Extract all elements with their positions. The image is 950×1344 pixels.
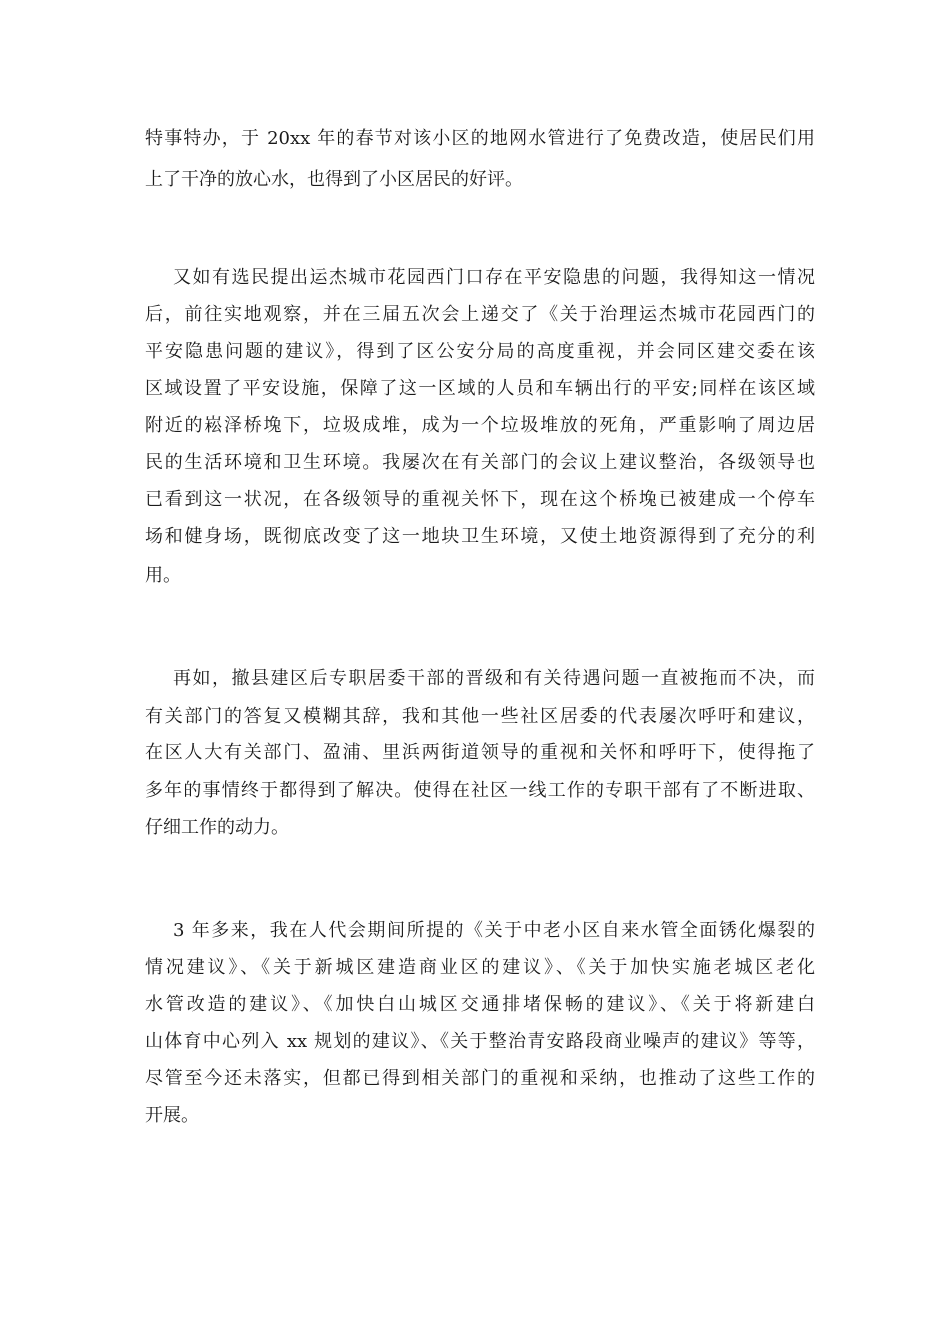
- text-line: 特事特办，于 20xx 年的春节对该小区的地网水管进行了免费改造，使居民们用: [145, 128, 815, 149]
- text-line: 多年的事情终于都得到了解决。使得在社区一线工作的专职干部有了不断进取、: [145, 780, 815, 801]
- text-line: 仔细工作的动力。: [145, 817, 289, 838]
- text-line: 开展。: [145, 1105, 199, 1126]
- text-line: 山体育中心列入 xx 规划的建议》、《关于整治青安路段商业噪声的建议》等等，: [145, 1031, 815, 1052]
- text-line: 用。: [145, 565, 181, 586]
- text-line: 区域设置了平安设施，保障了这一区域的人员和车辆出行的平安;同样在该区域: [145, 378, 815, 399]
- text-line: 有关部门的答复又模糊其辞，我和其他一些社区居委的代表屡次呼吁和建议，: [145, 706, 815, 727]
- text-line: 又如有选民提出运杰城市花园西门口存在平安隐患的问题，我得知这一情况: [173, 267, 815, 288]
- text-line: 情况建议》、《关于新城区建造商业区的建议》、《关于加快实施老城区老化: [145, 957, 815, 978]
- text-line: 民的生活环境和卫生环境。我屡次在有关部门的会议上建议整治，各级领导也: [145, 452, 815, 473]
- text-line: 3 年多来，我在人代会期间所提的《关于中老小区自来水管全面锈化爆裂的: [173, 920, 815, 941]
- text-line: 在区人大有关部门、盈浦、里浜两街道领导的重视和关怀和呼吁下，使得拖了: [145, 742, 815, 763]
- text-line: 附近的崧泽桥堍下，垃圾成堆，成为一个垃圾堆放的死角，严重影响了周边居: [145, 415, 815, 436]
- text-line: 场和健身场，既彻底改变了这一地块卫生环境，又使土地资源得到了充分的利: [145, 526, 815, 547]
- text-line: 尽管至今还未落实，但都已得到相关部门的重视和采纳，也推动了这些工作的: [145, 1068, 815, 1089]
- text-line: 再如，撤县建区后专职居委干部的晋级和有关待遇问题一直被拖而不决，而: [173, 668, 815, 689]
- text-line: 平安隐患问题的建议》，得到了区公安分局的高度重视，并会同区建交委在该: [145, 341, 815, 362]
- text-line: 上了干净的放心水，也得到了小区居民的好评。: [145, 169, 523, 190]
- text-line: 已看到这一状况，在各级领导的重视关怀下，现在这个桥堍已被建成一个停车: [145, 489, 815, 510]
- text-line: 水管改造的建议》、《加快白山城区交通排堵保畅的建议》、《关于将新建白: [145, 994, 815, 1015]
- text-line: 后，前往实地观察，并在三届五次会上递交了《关于治理运杰城市花园西门的: [145, 304, 815, 325]
